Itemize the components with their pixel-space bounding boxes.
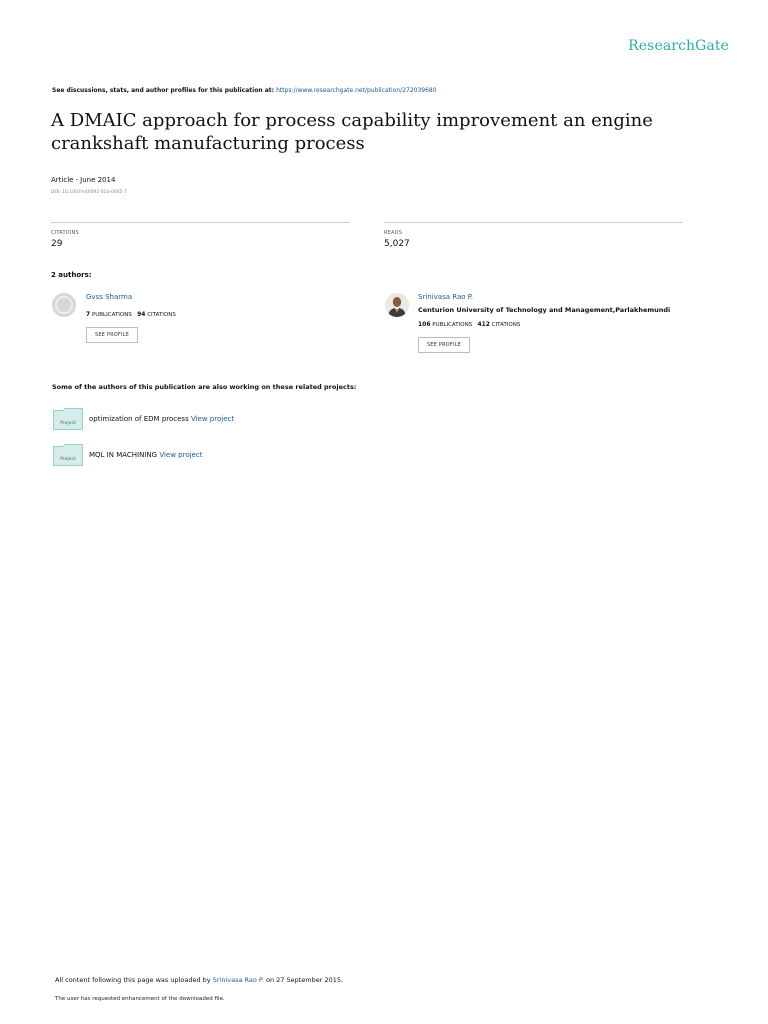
citations-value: 29 [51,239,63,249]
author-stats: 7 PUBLICATIONS 94 CITATIONS [86,311,176,318]
author-name[interactable]: Gvss Sharma [86,293,133,301]
author-avatar-photo[interactable] [385,293,409,317]
enhancement-note: The user has requested enhancement of the downloaded file. [55,996,225,1002]
uploader-link[interactable]: Srinivasa Rao P. [212,976,264,984]
project-name: MQL IN MACHINING [89,451,158,459]
person-icon [52,293,76,317]
citations-label: CITATIONS [51,230,79,236]
discussions-line [52,87,437,94]
author-stats: 106 PUBLICATIONS 412 CITATIONS [418,321,521,328]
reads-label: READS [384,230,403,236]
related-projects-heading: Some of the authors of this publication are also working on these related projects: [52,383,357,391]
authors-heading: 2 authors: [51,271,92,279]
project-item [89,415,234,423]
author-affiliation: Centurion University of Technology and Management,Parlakhemundi [418,306,671,314]
project-folder-icon [53,444,83,470]
author-avatar-placeholder[interactable] [52,293,76,317]
discussions-prefix: See discussions, stats, and author profiles for this publication at: [52,87,275,94]
upload-notice: All content following this page was uploaded by Srinivasa Rao P. on 27 September 2015. [55,976,344,984]
article-type-date: Article · June 2014 [51,176,116,184]
researchgate-logo[interactable]: ResearchGate [628,38,729,54]
view-project-link[interactable]: View project [159,451,203,459]
project-name: optimization of EDM process [89,415,189,423]
view-project-link[interactable]: View project [190,415,235,423]
see-profile-button[interactable]: SEE PROFILE [418,337,470,353]
paper-title: A DMAIC approach for process capability improvement an engine crankshaft manufacturing process [51,110,653,154]
publication-url-link[interactable]: https://www.researchgate.net/publication/272039680 [276,87,437,94]
project-item [89,451,202,459]
svg-text:Project: Project [60,457,76,462]
person-photo-icon [385,293,409,317]
doi: DOI: 10.1007/s40092-014-0065-7 [51,190,127,195]
citations-divider [51,222,350,223]
reads-value: 5,027 [384,239,410,249]
reads-divider [384,222,683,223]
svg-text:Project: Project [60,421,76,426]
author-name[interactable]: Srinivasa Rao P. [418,293,474,301]
project-folder-icon [53,408,83,434]
see-profile-button[interactable]: SEE PROFILE [86,327,138,343]
